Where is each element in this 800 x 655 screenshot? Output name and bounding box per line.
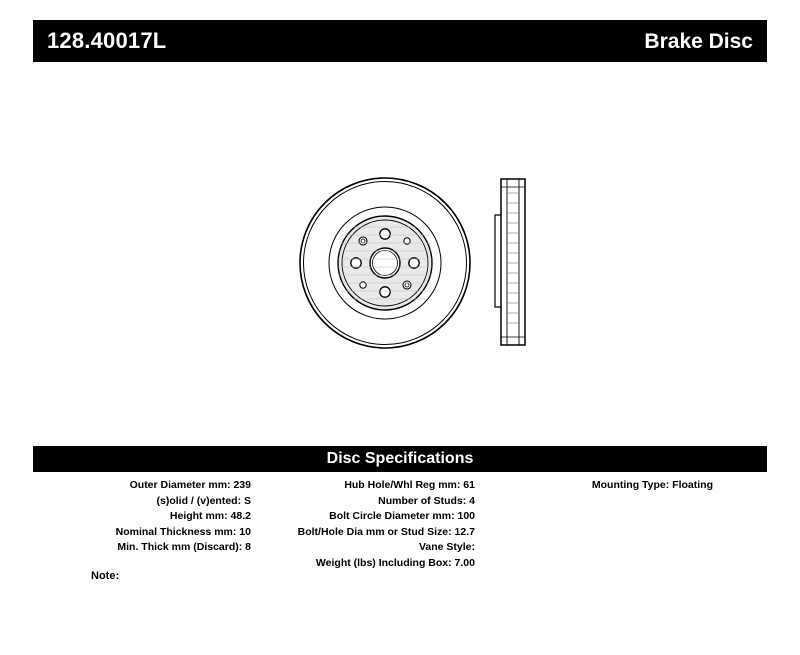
- spec-item: Min. Thick mm (Discard): 8: [117, 541, 251, 553]
- spec-item: Mounting Type: Floating: [591, 479, 713, 491]
- part-number: 128.40017L: [47, 28, 167, 53]
- spec-item: Height mm: 48.2: [169, 510, 251, 522]
- spec-item: Weight (lbs) Including Box: 7.00: [315, 556, 475, 569]
- brake-rotor-face-view: [300, 178, 470, 348]
- spec-column-left: [33, 478, 255, 556]
- spec-item: Vane Style:: [418, 541, 475, 553]
- spec-columns: [33, 478, 767, 571]
- spec-item: Bolt/Hole Dia mm or Stud Size: 12.7: [297, 525, 475, 538]
- spec-column-middle: [255, 478, 479, 571]
- spec-item: Number of Studs: 4: [378, 494, 475, 507]
- spec-section-title: Disc Specifications: [326, 450, 474, 467]
- product-illustration: [33, 75, 767, 425]
- product-type-label: Brake Disc: [644, 29, 753, 53]
- note-label: Note:: [91, 570, 120, 582]
- spec-item: Nominal Thickness mm: 10: [115, 525, 251, 538]
- spec-item: (s)olid / (v)ented: S: [156, 494, 251, 507]
- note-row: [33, 570, 767, 582]
- brake-rotor-edge-view: [495, 179, 525, 345]
- spec-item: Bolt Circle Diameter mm: 100: [329, 510, 475, 522]
- spec-item: Hub Hole/Whl Reg mm: 61: [344, 479, 475, 491]
- spec-column-right: [479, 478, 767, 494]
- spec-item: Outer Diameter mm: 239: [129, 479, 251, 491]
- header-bar: [33, 20, 767, 62]
- spec-section-bar: [33, 446, 767, 472]
- rotor-drawing: [33, 75, 767, 425]
